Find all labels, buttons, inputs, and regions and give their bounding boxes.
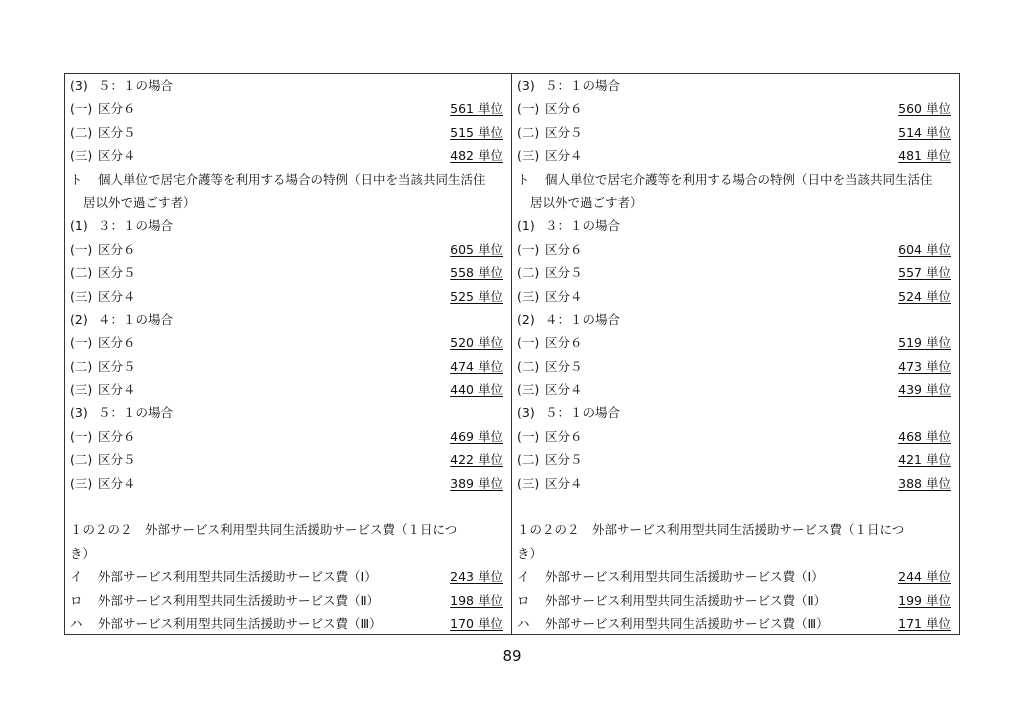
item-marker: (一) [70,241,93,257]
table-row [517,472,951,495]
table-row [517,612,951,635]
item-label: 区分４ [98,288,136,304]
item-marker: (二) [70,358,93,374]
unit-value: 468 単位 [898,428,951,444]
right-column [512,74,959,634]
item-label: ５：１の場合 [545,78,621,93]
item-label: 外部サービス利用型共同生活援助サービス費（Ⅱ） [98,592,380,608]
table-row [70,331,503,354]
item-label: 区分６ [98,335,136,351]
table-row [70,121,503,144]
item-label: 区分４ [545,382,583,398]
table-row [517,425,951,448]
table-row [70,308,503,331]
table-row [70,261,503,284]
table-row [70,144,503,167]
item-label: 区分４ [98,382,136,398]
item-label: 居以外で過ごす者） [530,194,643,210]
item-marker: ロ [517,592,530,608]
unit-value: 199 単位 [898,592,951,608]
table-row [70,97,503,120]
left-column [65,74,512,634]
item-label: 区分４ [545,288,583,304]
item-label: 区分５ [545,358,583,374]
item-marker: (一) [70,428,93,444]
item-label: き） [70,545,96,561]
item-label: 区分６ [98,101,136,117]
table-row [517,214,951,237]
item-label: ５：１の場合 [545,405,621,421]
table-row [70,214,503,237]
item-label: 個人単位で居宅介護等を利用する場合の特例（日中を当該共同生活住 [545,171,933,187]
item-marker: (一) [70,335,93,351]
table-row [517,121,951,144]
unit-value: 421 単位 [898,452,951,468]
item-marker: (一) [70,101,93,117]
item-marker: (1) [70,218,88,234]
item-label: 区分５ [98,452,136,468]
unit-value: 557 単位 [898,265,951,281]
table-row [70,191,503,214]
item-label: 外部サービス利用型共同生活援助サービス費（Ⅱ） [545,592,827,608]
table-row [517,144,951,167]
table-row [517,261,951,284]
unit-value: 198 単位 [450,592,503,608]
table-row [517,355,951,378]
item-marker: イ [517,569,530,585]
table-row [517,168,951,191]
unit-value: 482 単位 [450,148,503,164]
item-marker: (2) [517,311,535,327]
item-label: 区分６ [545,101,583,117]
item-label: ３：１の場合 [545,218,621,234]
item-marker: (3) [70,405,88,421]
table-row [70,518,503,541]
item-marker: (二) [70,452,93,468]
unit-value: 388 単位 [898,475,951,491]
item-marker: (三) [70,288,93,304]
item-marker: ト [70,171,83,187]
item-marker: (二) [70,124,93,140]
item-label: 区分５ [545,124,583,140]
item-label: 区分４ [98,475,136,491]
table-row [70,542,503,565]
table-row [70,74,503,97]
item-label: き） [517,545,543,561]
unit-value: 481 単位 [898,148,951,164]
unit-value: 514 単位 [898,124,951,140]
item-label: １の２の２ 外部サービス利用型共同生活援助サービス費（１日につ [517,522,905,538]
table-row [517,378,951,401]
item-marker: (2) [70,311,88,327]
unit-value: 605 単位 [450,241,503,257]
item-label: 区分５ [545,265,583,281]
item-label: ４：１の場合 [545,311,621,327]
table-row [517,97,951,120]
item-label: ５：１の場合 [98,78,174,93]
unit-value: 469 単位 [450,428,503,444]
unit-value: 525 単位 [450,288,503,304]
unit-value: 243 単位 [450,569,503,585]
table-row [70,355,503,378]
item-marker: (二) [517,265,540,281]
unit-value: 519 単位 [898,335,951,351]
table-row [517,542,951,565]
item-marker: (三) [70,148,93,164]
table-row [517,191,951,214]
item-marker: (三) [517,475,540,491]
item-label: 居以外で過ごす者） [83,194,196,210]
table-row [70,425,503,448]
item-marker: (一) [517,335,540,351]
item-label: ３：１の場合 [98,218,174,234]
table-row [70,238,503,261]
item-marker: ハ [517,615,530,631]
item-marker: (三) [517,288,540,304]
item-label: 外部サービス利用型共同生活援助サービス費（Ⅲ） [98,615,382,631]
table-row [517,495,951,518]
table-row [70,472,503,495]
item-marker: イ [70,569,83,585]
table-row [517,285,951,308]
unit-value: 439 単位 [898,382,951,398]
item-label: 区分５ [98,124,136,140]
item-marker: ロ [70,592,83,608]
item-marker: (二) [517,358,540,374]
unit-value: 170 単位 [450,615,503,631]
table-row [70,285,503,308]
item-label: 個人単位で居宅介護等を利用する場合の特例（日中を当該共同生活住 [98,171,486,187]
item-label: 区分６ [545,241,583,257]
unit-value: 560 単位 [898,101,951,117]
item-marker: (3) [70,78,88,93]
item-marker: (二) [517,452,540,468]
item-label: 区分４ [98,148,136,164]
table-row [70,589,503,612]
item-label: ５：１の場合 [98,405,174,421]
table-row [517,308,951,331]
table-row [517,74,951,97]
item-marker: (二) [70,265,93,281]
item-marker: (1) [517,218,535,234]
item-label: 外部サービス利用型共同生活援助サービス費（Ⅰ） [545,569,824,585]
unit-value: 389 単位 [450,475,503,491]
table-row [70,612,503,635]
item-marker: (三) [70,382,93,398]
table-row [70,448,503,471]
comparison-table [64,73,960,635]
item-marker: (三) [70,475,93,491]
item-label: １の２の２ 外部サービス利用型共同生活援助サービス費（１日につ [70,522,458,538]
page-number: 89 [502,647,522,665]
unit-value: 473 単位 [898,358,951,374]
unit-value: 520 単位 [450,335,503,351]
item-label: 区分５ [98,265,136,281]
unit-value: 515 単位 [450,124,503,140]
table-row [517,589,951,612]
table-row [70,378,503,401]
item-marker: ハ [70,615,83,631]
unit-value: 422 単位 [450,452,503,468]
item-label: 外部サービス利用型共同生活援助サービス費（Ⅲ） [545,615,829,631]
item-label: 区分６ [545,428,583,444]
item-marker: (三) [517,148,540,164]
item-marker: (一) [517,101,540,117]
item-marker: (三) [517,382,540,398]
table-row [517,238,951,261]
item-marker: (一) [517,241,540,257]
item-label: ４：１の場合 [98,311,174,327]
unit-value: 524 単位 [898,288,951,304]
table-row [70,401,503,424]
table-row [517,565,951,588]
unit-value: 171 単位 [898,615,951,631]
item-marker: (一) [517,428,540,444]
table-row [517,331,951,354]
item-marker: (二) [517,124,540,140]
item-label: 区分４ [545,475,583,491]
table-row [70,495,503,518]
unit-value: 561 単位 [450,101,503,117]
item-label: 区分５ [98,358,136,374]
unit-value: 244 単位 [898,569,951,585]
unit-value: 474 単位 [450,358,503,374]
item-label: 区分６ [98,241,136,257]
item-marker: ト [517,171,530,187]
item-marker: (3) [517,405,535,421]
table-row [517,448,951,471]
item-label: 区分６ [98,428,136,444]
table-row [70,565,503,588]
item-label: 区分５ [545,452,583,468]
table-row [517,518,951,541]
unit-value: 558 単位 [450,265,503,281]
item-label: 区分６ [545,335,583,351]
unit-value: 440 単位 [450,382,503,398]
item-marker: (3) [517,78,535,93]
table-row [517,401,951,424]
item-label: 外部サービス利用型共同生活援助サービス費（Ⅰ） [98,569,377,585]
item-label: 区分４ [545,148,583,164]
unit-value: 604 単位 [898,241,951,257]
table-row [70,168,503,191]
